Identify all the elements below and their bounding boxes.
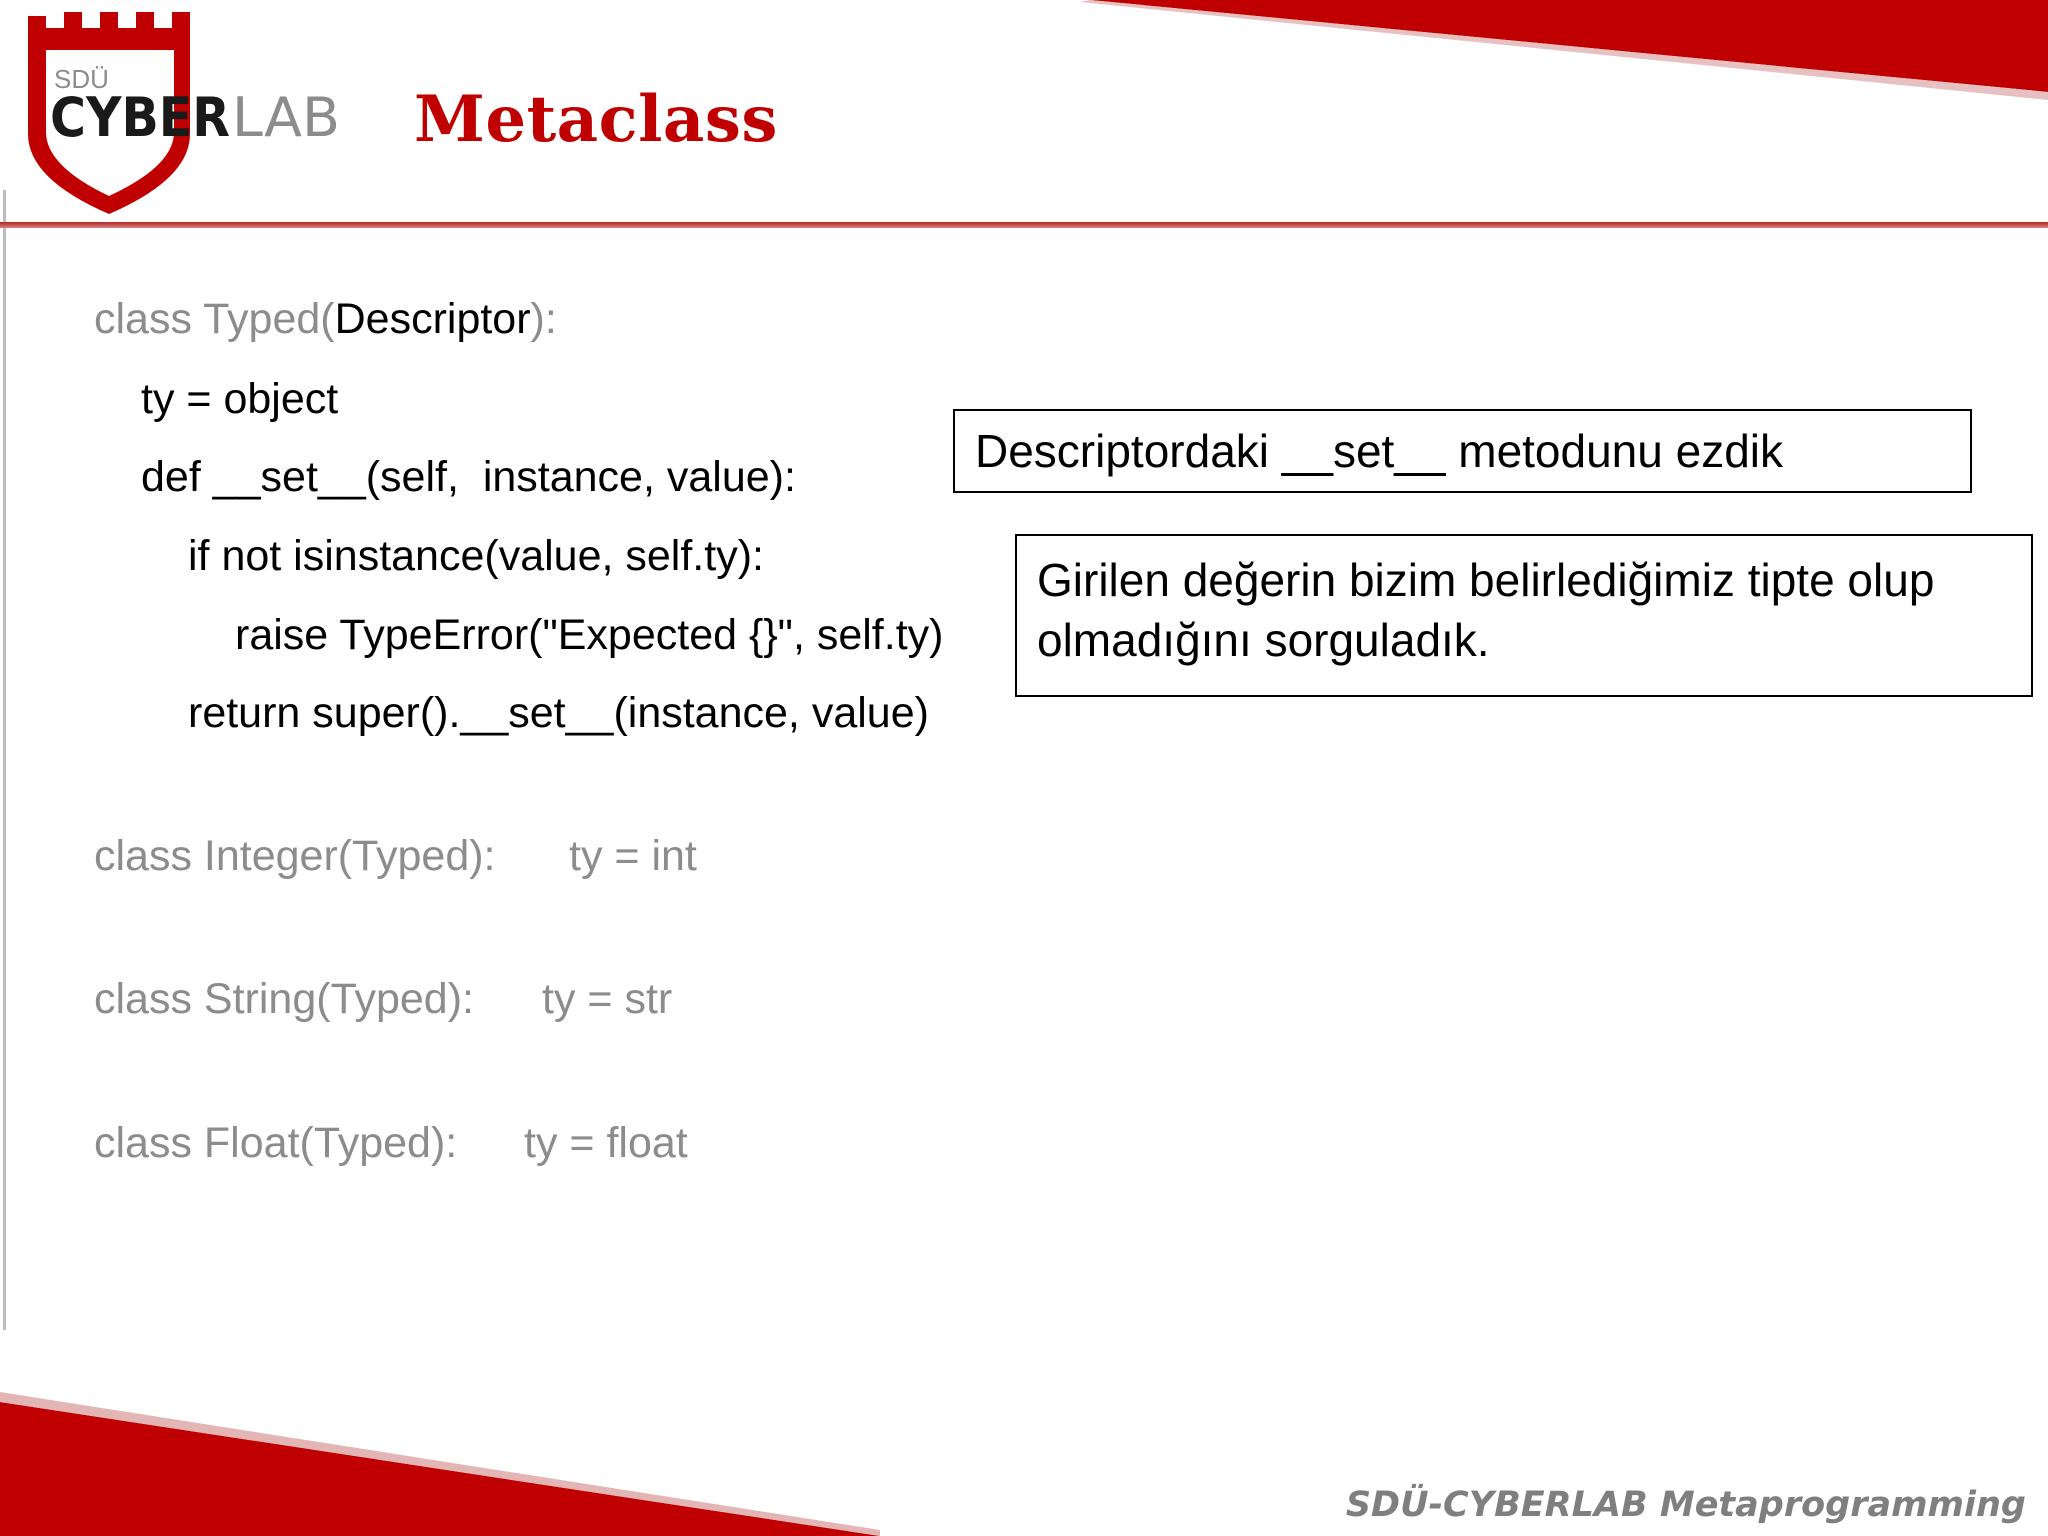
slide-title: Metaclass (414, 82, 778, 157)
cyberlab-logo (14, 4, 344, 220)
left-border-line (3, 190, 6, 1330)
code-text: class Typed( (94, 295, 335, 343)
code-line-return: return super().__set__(instance, value) (188, 689, 929, 737)
code-line-raise: raise TypeError("Expected {}", self.ty) (235, 611, 944, 659)
integer-class-declaration: class Integer(Typed): (94, 832, 496, 880)
callout-type-check (1015, 534, 2033, 697)
callout-set-override (953, 409, 1972, 493)
code-base-class: Descriptor (334, 295, 531, 343)
integer-class-attr: ty = int (569, 832, 697, 880)
logo-small-text: SDÜ (54, 64, 109, 94)
code-line-ty-object: ty = object (141, 375, 339, 423)
code-text: ): (530, 295, 557, 343)
typed-class-declaration (94, 290, 557, 348)
string-class-declaration: class String(Typed): (94, 975, 474, 1023)
float-class-attr: ty = float (524, 1119, 688, 1167)
callout-text: Girilen değerin bizim belirlediğimiz tipte olup olmadığını sorguladık. (1037, 554, 1935, 666)
logo-brand-light: LAB (232, 86, 340, 149)
callout-text: Descriptordaki __set__ metodunu ezdik (975, 425, 1784, 477)
float-class-declaration: class Float(Typed): (94, 1119, 458, 1167)
logo-brand-dark: CYBER (50, 86, 230, 149)
header-divider (0, 222, 2048, 228)
footer-caption: SDÜ-CYBERLAB Metaprogramming (1345, 1485, 2026, 1525)
code-line-def-set: def __set__(self, instance, value): (141, 453, 796, 501)
string-class-attr: ty = str (542, 975, 673, 1023)
code-line-if-isinstance: if not isinstance(value, self.ty): (188, 532, 764, 580)
